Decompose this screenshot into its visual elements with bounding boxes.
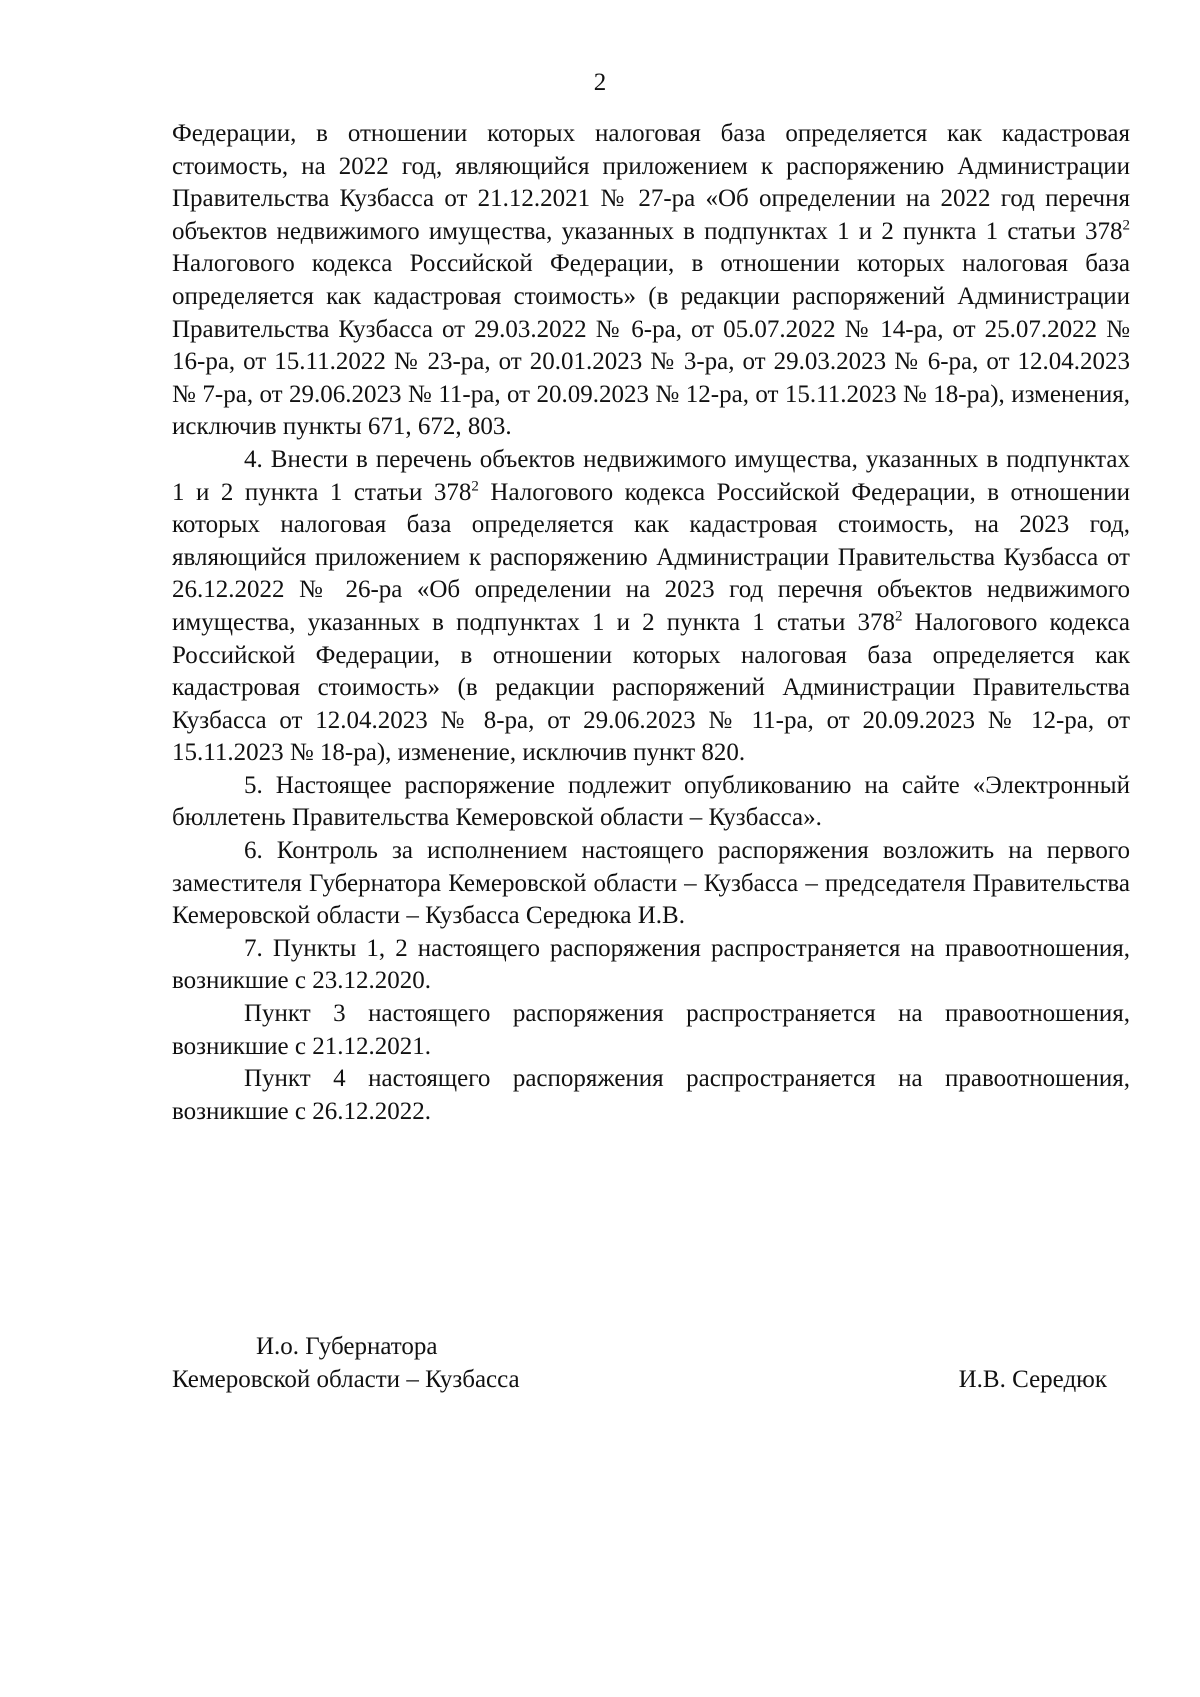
- superscript: 2: [895, 608, 903, 625]
- paragraph-item-7-point-4: [172, 1063, 1130, 1128]
- text-fragment: Федерации, в отношении которых налоговая база определяется как кадастровая стоимость, на 2022 год, являющийся приложением к распоряжению Администрации Правительства Кузбасса от 21.12.2021 № 27-ра «Об определении на 2022 год перечня объектов недвижимого имущества, указанных в подпунктах 1 и 2 пункта 1 статьи 378: [172, 120, 1130, 245]
- text-fragment: 4. Внести в перечень объектов недвижимого имущества, указанных в подпунктах 1 и 2 пункта 1 статьи 378: [172, 445, 1130, 506]
- paragraph-continuation: [172, 118, 1130, 444]
- text-fragment: Пункт 4 настоящего распоряжения распространяется на правоотношения, возникшие с 26.12.2022.: [172, 1065, 1130, 1125]
- text-fragment: Налогового кодекса Российской Федерации, в отношении которых налоговая база определяется как кадастровая стоимость» (в редакции распоряжений Администрации Правительства Кузбасса от 12.04.2023 № 8-ра, от 29.06.2023 № 11-ра, от 20.09.2023 № 12-ра, от 15.11.2023 № 18-ра), изменение, исключив пункт 820.: [172, 608, 1130, 767]
- paragraph-item-6: [172, 835, 1130, 933]
- signatory-title-line2: Кемеровской области – Кузбасса: [172, 1366, 520, 1393]
- signature-block: [172, 1330, 1107, 1396]
- document-body: [172, 118, 1130, 1128]
- paragraph-item-4: [172, 444, 1130, 770]
- text-fragment: Пункт 3 настоящего распоряжения распространяется на правоотношения, возникшие с 21.12.2021.: [172, 1000, 1130, 1060]
- page-number: 2: [593, 69, 607, 96]
- signature-row: [172, 1363, 1107, 1396]
- text-fragment: 6. Контроль за исполнением настоящего распоряжения возложить на первого заместителя Губернатора Кемеровской области – Кузбасса – председателя Правительства Кемеровской области – Кузбасса Середюка И.В.: [172, 837, 1130, 930]
- superscript: 2: [1122, 217, 1130, 234]
- text-fragment: 7. Пункты 1, 2 настоящего распоряжения распространяется на правоотношения, возникшие с 23.12.2020.: [172, 934, 1130, 995]
- text-fragment: Налогового кодекса Российской Федерации, в отношении которых налоговая база определяется как кадастровая стоимость, на 2023 год, являющийся приложением к распоряжению Администрации Правительства Кузбасса от 26.12.2022 № 26-ра «Об определении на 2023 год перечня объектов недвижимого имущества, указанных в подпунктах 1 и 2 пункта 1 статьи 378: [172, 478, 1130, 636]
- superscript: 2: [471, 478, 479, 495]
- paragraph-item-7: [172, 933, 1130, 998]
- signatory-name: И.В. Середюк: [958, 1366, 1107, 1393]
- text-fragment: Налогового кодекса Российской Федерации, в отношении которых налоговая база определяется как кадастровая стоимость» (в редакции распоряжений Администрации Правительства Кузбасса от 29.03.2022 № 6-ра, от 05.07.2022 № 14-ра, от 25.07.2022 № 16-ра, от 15.11.2022 № 23-ра, от 20.01.2023 № 3-ра, от 29.03.2023 № 6-ра, от 12.04.2023 № 7-ра, от 29.06.2023 № 11-ра, от 20.09.2023 № 12-ра, от 15.11.2023 № 18-ра), изменения, исключив пункты 671, 672, 803.: [172, 250, 1130, 441]
- paragraph-item-5: [172, 770, 1130, 835]
- text-fragment: 5. Настоящее распоряжение подлежит опубликованию на сайте «Электронный бюллетень Правительства Кемеровской области – Кузбасса».: [172, 771, 1130, 832]
- signatory-title-line1: И.о. Губернатора: [256, 1333, 438, 1360]
- paragraph-item-7-point-3: [172, 998, 1130, 1063]
